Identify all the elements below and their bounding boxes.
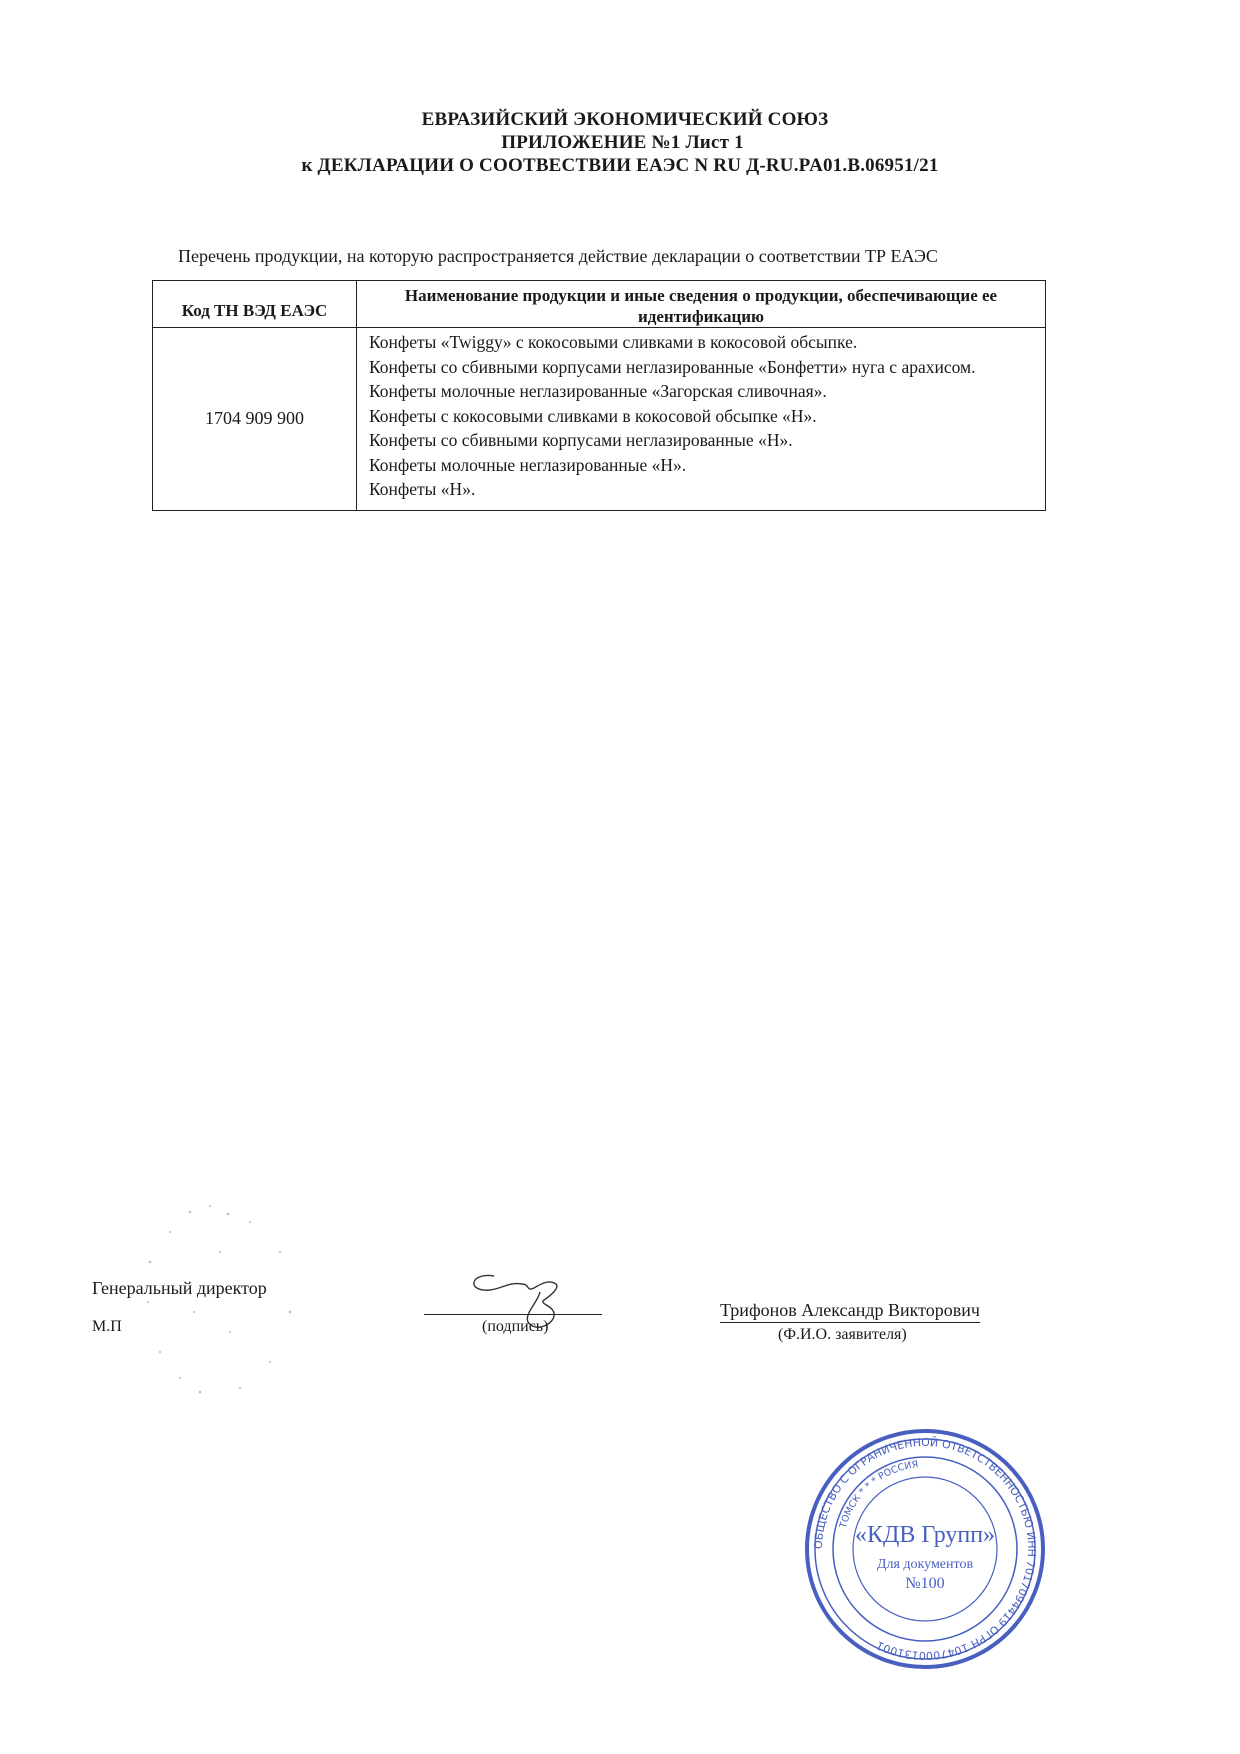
applicant-name-caption: (Ф.И.О. заявителя) <box>778 1326 907 1343</box>
signature-line <box>424 1314 602 1315</box>
products-table <box>152 280 1046 511</box>
product-item: Конфеты «Twiggy» с кокосовыми сливками в кокосовой обсыпке. <box>369 332 858 352</box>
faded-stamp-marks <box>130 1192 310 1412</box>
applicant-name: Трифонов Александр Викторович <box>720 1300 980 1323</box>
header-union: ЕВРАЗИЙСКИЙ ЭКОНОМИЧЕСКИЙ СОЮЗ <box>421 109 829 130</box>
stamp-purpose: Для документов <box>876 1557 974 1572</box>
stamp-outer-ring <box>807 1431 1043 1667</box>
stamp-city: ТОМСК * * * РОССИЯ <box>837 1459 919 1530</box>
product-list <box>357 328 1046 511</box>
product-item: Конфеты молочные неглазированные «Н». <box>369 454 687 475</box>
intro-text: Перечень продукции, на которую распространяется действие декларации о соответствии ТР ЕАЭС <box>178 246 938 266</box>
document-header <box>0 108 1240 177</box>
column-header-code: Код ТН ВЭД ЕАЭС <box>153 281 357 328</box>
product-code: 1704 909 900 <box>153 328 357 511</box>
product-item: Конфеты молочные неглазированные «Загорская сливочная». <box>369 381 827 401</box>
header-declaration: к ДЕКЛАРАЦИИ О СООТВЕСТВИИ ЕАЭС N RU Д-RU.PA01.B.06951/21 <box>301 155 939 176</box>
product-item: Конфеты «Н». <box>369 479 476 499</box>
stamp-ring-text: ОБЩЕСТВО С ОГРАНИЧЕННОЙ ОТВЕТСТВЕННОСТЬЮ ИНН 7017094419 ОГРН 1047000131001 <box>811 1435 1039 1663</box>
product-item: Конфеты со сбивными корпусами неглазированные «Н». <box>369 430 793 450</box>
table-row <box>153 328 1046 511</box>
company-stamp <box>800 1424 1050 1674</box>
signer-role: Генеральный директор <box>92 1278 267 1298</box>
seal-place-label: М.П <box>92 1318 122 1335</box>
stamp-number: №100 <box>905 1575 945 1592</box>
column-header-name: Наименование продукции и иные сведения о продукции, обеспечивающие ее идентификацию <box>357 281 1046 328</box>
table-header-row <box>153 281 1046 328</box>
stamp-company: «КДВ Групп» <box>854 1522 996 1548</box>
header-appendix: ПРИЛОЖЕНИЕ №1 Лист 1 <box>501 132 744 153</box>
product-item: Конфеты с кокосовыми сливками в кокосовой обсыпке «Н». <box>369 405 817 426</box>
product-item: Конфеты со сбивными корпусами неглазированные «Бонфетти» нуга с арахисом. <box>369 356 976 377</box>
signature-caption: (подпись) <box>482 1318 549 1335</box>
